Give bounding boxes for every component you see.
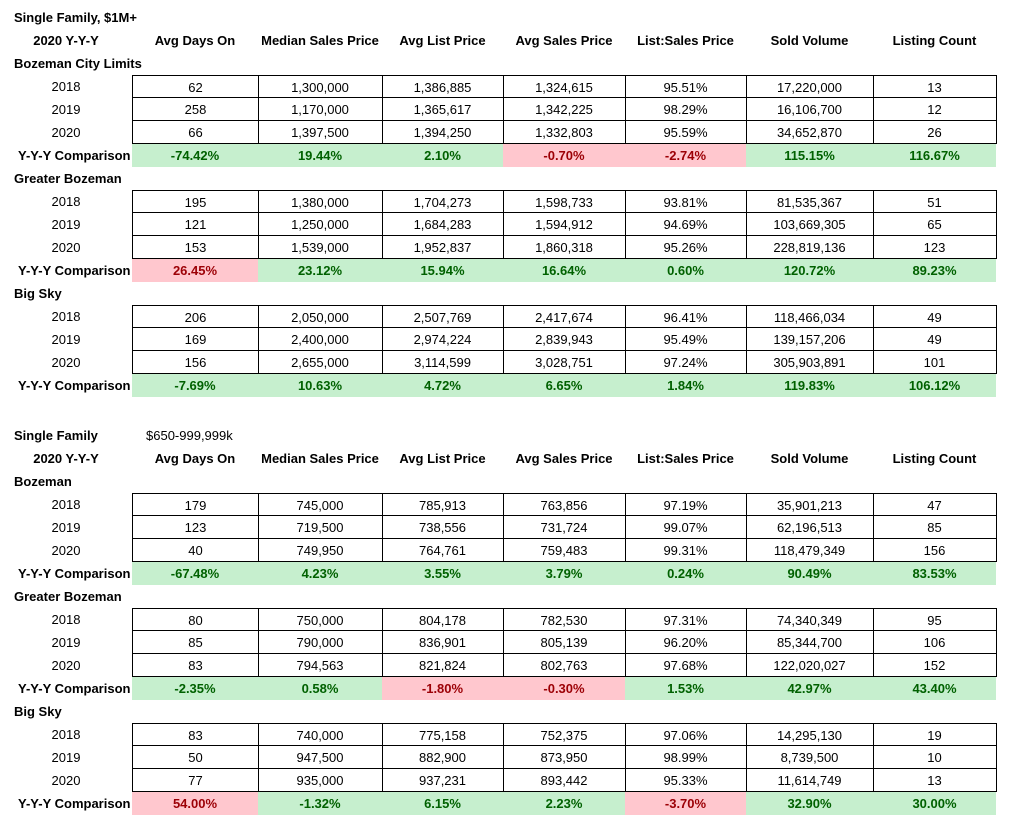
data-cell: 2,974,224 [382,328,504,351]
column-header: Listing Count [892,451,977,466]
section-header-row [0,700,1024,723]
column-header: Avg Sales Price [515,451,613,466]
data-cell: 98.29% [625,98,747,121]
table-row [0,493,1024,516]
comparison-cell: -0.70% [503,144,625,167]
comparison-cell: 2.23% [503,792,625,815]
data-cell: 1,594,912 [503,213,626,236]
data-cell: 95.51% [625,75,747,98]
comparison-cell: -7.69% [132,374,258,397]
data-cell: 782,530 [503,608,626,631]
data-cell: 750,000 [258,608,383,631]
data-cell: 935,000 [258,769,383,792]
data-cell: 85 [873,516,997,539]
comparison-label: Y-Y-Y Comparison [18,566,131,581]
data-cell: 228,819,136 [746,236,874,259]
data-cell: 1,397,500 [258,121,383,144]
data-cell: 34,652,870 [746,121,874,144]
column-header: Median Sales Price [261,451,379,466]
row-year: 2019 [51,217,81,232]
comparison-cell: 6.65% [503,374,625,397]
data-cell: 1,300,000 [258,75,383,98]
data-cell: 40 [132,539,259,562]
section-name: Bozeman City Limits [14,56,142,71]
section-header-row [0,585,1024,608]
comparison-cell: 10.63% [258,374,382,397]
data-cell: 1,342,225 [503,98,626,121]
data-cell: 95.26% [625,236,747,259]
data-cell: 937,231 [382,769,504,792]
data-cell: 35,901,213 [746,493,874,516]
comparison-cell: 106.12% [873,374,996,397]
data-cell: 118,479,349 [746,539,874,562]
row-year: 2020 [51,773,81,788]
comparison-cell: 0.24% [625,562,746,585]
data-cell: 83 [132,654,259,677]
data-cell: 19 [873,723,997,746]
comparison-cell: -0.30% [503,677,625,700]
comparison-cell: 119.83% [746,374,873,397]
data-cell: 305,903,891 [746,351,874,374]
data-cell: 873,950 [503,746,626,769]
data-cell: 1,170,000 [258,98,383,121]
data-cell: 99.31% [625,539,747,562]
column-header: Avg List Price [399,451,486,466]
section-name: Big Sky [14,286,62,301]
comparison-cell: 89.23% [873,259,996,282]
column-header: Avg List Price [399,33,486,48]
data-cell: 206 [132,305,259,328]
comparison-cell: 23.12% [258,259,382,282]
data-cell: 738,556 [382,516,504,539]
comparison-row [0,562,1024,585]
row-year: 2018 [51,79,81,94]
table-row [0,539,1024,562]
comparison-cell: 15.94% [382,259,503,282]
comparison-cell: 1.84% [625,374,746,397]
data-cell: 3,028,751 [503,351,626,374]
data-cell: 882,900 [382,746,504,769]
section-header-row [0,167,1024,190]
data-cell: 1,332,803 [503,121,626,144]
year-label-header: 2020 Y-Y-Y [33,451,99,466]
data-cell: 764,761 [382,539,504,562]
data-cell: 775,158 [382,723,504,746]
data-cell: 1,324,615 [503,75,626,98]
comparison-cell: 83.53% [873,562,996,585]
table-row [0,75,1024,98]
column-header: Listing Count [892,33,977,48]
column-header: Sold Volume [770,33,849,48]
data-cell: 11,614,749 [746,769,874,792]
data-cell: 85 [132,631,259,654]
comparison-row [0,792,1024,815]
comparison-row [0,677,1024,700]
row-year: 2018 [51,727,81,742]
row-year: 2018 [51,194,81,209]
comparison-cell: 2.10% [382,144,503,167]
comparison-cell: 4.72% [382,374,503,397]
data-cell: 719,500 [258,516,383,539]
comparison-label: Y-Y-Y Comparison [18,148,131,163]
data-cell: 156 [132,351,259,374]
data-cell: 745,000 [258,493,383,516]
data-cell: 95.49% [625,328,747,351]
data-cell: 785,913 [382,493,504,516]
table-title: Single Family [14,428,98,443]
table-subtitle: $650-999,999k [146,428,233,443]
data-cell: 794,563 [258,654,383,677]
comparison-cell: -3.70% [625,792,746,815]
data-cell: 10 [873,746,997,769]
data-cell: 947,500 [258,746,383,769]
data-cell: 153 [132,236,259,259]
data-cell: 2,417,674 [503,305,626,328]
data-cell: 50 [132,746,259,769]
data-cell: 1,598,733 [503,190,626,213]
comparison-cell: 90.49% [746,562,873,585]
data-cell: 83 [132,723,259,746]
data-cell: 12 [873,98,997,121]
comparison-cell: 0.58% [258,677,382,700]
data-cell: 74,340,349 [746,608,874,631]
table-row [0,305,1024,328]
comparison-label: Y-Y-Y Comparison [18,263,131,278]
section-header-row [0,282,1024,305]
comparison-cell: 54.00% [132,792,258,815]
row-year: 2018 [51,309,81,324]
table-row [0,631,1024,654]
data-cell: 123 [873,236,997,259]
data-cell: 103,669,305 [746,213,874,236]
comparison-cell: 16.64% [503,259,625,282]
table-row [0,746,1024,769]
row-year: 2020 [51,658,81,673]
data-cell: 1,386,885 [382,75,504,98]
data-cell: 258 [132,98,259,121]
table-row [0,98,1024,121]
row-year: 2019 [51,520,81,535]
comparison-cell: 3.55% [382,562,503,585]
section-name: Greater Bozeman [14,171,122,186]
data-cell: 802,763 [503,654,626,677]
data-cell: 3,114,599 [382,351,504,374]
row-year: 2018 [51,497,81,512]
comparison-cell: 0.60% [625,259,746,282]
data-cell: 122,020,027 [746,654,874,677]
column-header: List:Sales Price [637,451,734,466]
data-cell: 62,196,513 [746,516,874,539]
row-year: 2019 [51,102,81,117]
data-cell: 8,739,500 [746,746,874,769]
table-row [0,121,1024,144]
data-cell: 66 [132,121,259,144]
data-cell: 1,539,000 [258,236,383,259]
data-cell: 179 [132,493,259,516]
comparison-cell: -67.48% [132,562,258,585]
section-header-row [0,470,1024,493]
table-row [0,608,1024,631]
data-cell: 1,704,273 [382,190,504,213]
data-cell: 80 [132,608,259,631]
table-row [0,236,1024,259]
data-cell: 16,106,700 [746,98,874,121]
data-cell: 752,375 [503,723,626,746]
data-cell: 13 [873,769,997,792]
table-row [0,654,1024,677]
section-name: Big Sky [14,704,62,719]
data-cell: 2,400,000 [258,328,383,351]
data-cell: 14,295,130 [746,723,874,746]
data-cell: 1,860,318 [503,236,626,259]
comparison-row [0,374,1024,397]
comparison-cell: 19.44% [258,144,382,167]
data-cell: 2,050,000 [258,305,383,328]
data-cell: 759,483 [503,539,626,562]
section-name: Bozeman [14,474,72,489]
data-cell: 49 [873,328,997,351]
data-cell: 2,507,769 [382,305,504,328]
data-cell: 1,250,000 [258,213,383,236]
row-year: 2019 [51,635,81,650]
comparison-cell: 43.40% [873,677,996,700]
data-cell: 152 [873,654,997,677]
comparison-label: Y-Y-Y Comparison [18,378,131,393]
data-cell: 139,157,206 [746,328,874,351]
data-cell: 740,000 [258,723,383,746]
data-cell: 2,839,943 [503,328,626,351]
table-row [0,328,1024,351]
data-cell: 65 [873,213,997,236]
comparison-cell: 3.79% [503,562,625,585]
data-cell: 95 [873,608,997,631]
column-header: Avg Days On [154,451,236,466]
table-title-row [0,424,1024,447]
data-cell: 51 [873,190,997,213]
data-cell: 47 [873,493,997,516]
data-cell: 96.20% [625,631,747,654]
data-cell: 106 [873,631,997,654]
header-row [0,29,1024,52]
data-cell: 97.31% [625,608,747,631]
table-row [0,516,1024,539]
comparison-cell: 116.67% [873,144,996,167]
comparison-cell: 42.97% [746,677,873,700]
comparison-cell: -1.32% [258,792,382,815]
data-cell: 13 [873,75,997,98]
header-row [0,447,1024,470]
data-cell: 749,950 [258,539,383,562]
data-cell: 49 [873,305,997,328]
table-row [0,351,1024,374]
data-cell: 1,365,617 [382,98,504,121]
data-cell: 790,000 [258,631,383,654]
comparison-cell: -74.42% [132,144,258,167]
table-row [0,213,1024,236]
comparison-row [0,259,1024,282]
data-cell: 95.59% [625,121,747,144]
comparison-cell: -2.35% [132,677,258,700]
column-header: Median Sales Price [261,33,379,48]
data-cell: 836,901 [382,631,504,654]
comparison-cell: 26.45% [132,259,258,282]
section-name: Greater Bozeman [14,589,122,604]
data-cell: 96.41% [625,305,747,328]
comparison-row [0,144,1024,167]
data-cell: 118,466,034 [746,305,874,328]
data-cell: 821,824 [382,654,504,677]
data-cell: 85,344,700 [746,631,874,654]
row-year: 2018 [51,612,81,627]
row-year: 2020 [51,240,81,255]
data-cell: 94.69% [625,213,747,236]
column-header: List:Sales Price [637,33,734,48]
data-cell: 93.81% [625,190,747,213]
comparison-cell: -2.74% [625,144,746,167]
year-label-header: 2020 Y-Y-Y [33,33,99,48]
data-cell: 97.19% [625,493,747,516]
data-cell: 97.68% [625,654,747,677]
data-cell: 97.24% [625,351,747,374]
section-header-row [0,52,1024,75]
data-cell: 123 [132,516,259,539]
data-cell: 95.33% [625,769,747,792]
row-year: 2020 [51,355,81,370]
table-row [0,723,1024,746]
comparison-cell: 30.00% [873,792,996,815]
data-cell: 156 [873,539,997,562]
data-cell: 893,442 [503,769,626,792]
data-cell: 169 [132,328,259,351]
data-cell: 2,655,000 [258,351,383,374]
comparison-cell: 4.23% [258,562,382,585]
row-year: 2019 [51,750,81,765]
row-year: 2020 [51,125,81,140]
data-cell: 763,856 [503,493,626,516]
table-title: Single Family, $1M+ [14,10,137,25]
table-row [0,769,1024,792]
comparison-cell: 1.53% [625,677,746,700]
comparison-cell: -1.80% [382,677,503,700]
data-cell: 804,178 [382,608,504,631]
data-cell: 98.99% [625,746,747,769]
comparison-cell: 120.72% [746,259,873,282]
data-cell: 62 [132,75,259,98]
comparison-label: Y-Y-Y Comparison [18,681,131,696]
data-cell: 1,380,000 [258,190,383,213]
data-cell: 805,139 [503,631,626,654]
data-cell: 81,535,367 [746,190,874,213]
data-cell: 1,952,837 [382,236,504,259]
data-cell: 731,724 [503,516,626,539]
data-cell: 77 [132,769,259,792]
table-title-row [0,6,1024,29]
row-year: 2019 [51,332,81,347]
row-year: 2020 [51,543,81,558]
column-header: Sold Volume [770,451,849,466]
column-header: Avg Days On [154,33,236,48]
table-row [0,190,1024,213]
comparison-label: Y-Y-Y Comparison [18,796,131,811]
data-cell: 1,684,283 [382,213,504,236]
data-cell: 97.06% [625,723,747,746]
data-cell: 17,220,000 [746,75,874,98]
data-cell: 121 [132,213,259,236]
column-header: Avg Sales Price [515,33,613,48]
comparison-cell: 115.15% [746,144,873,167]
data-cell: 101 [873,351,997,374]
data-cell: 1,394,250 [382,121,504,144]
data-cell: 26 [873,121,997,144]
comparison-cell: 32.90% [746,792,873,815]
data-cell: 195 [132,190,259,213]
data-cell: 99.07% [625,516,747,539]
comparison-cell: 6.15% [382,792,503,815]
